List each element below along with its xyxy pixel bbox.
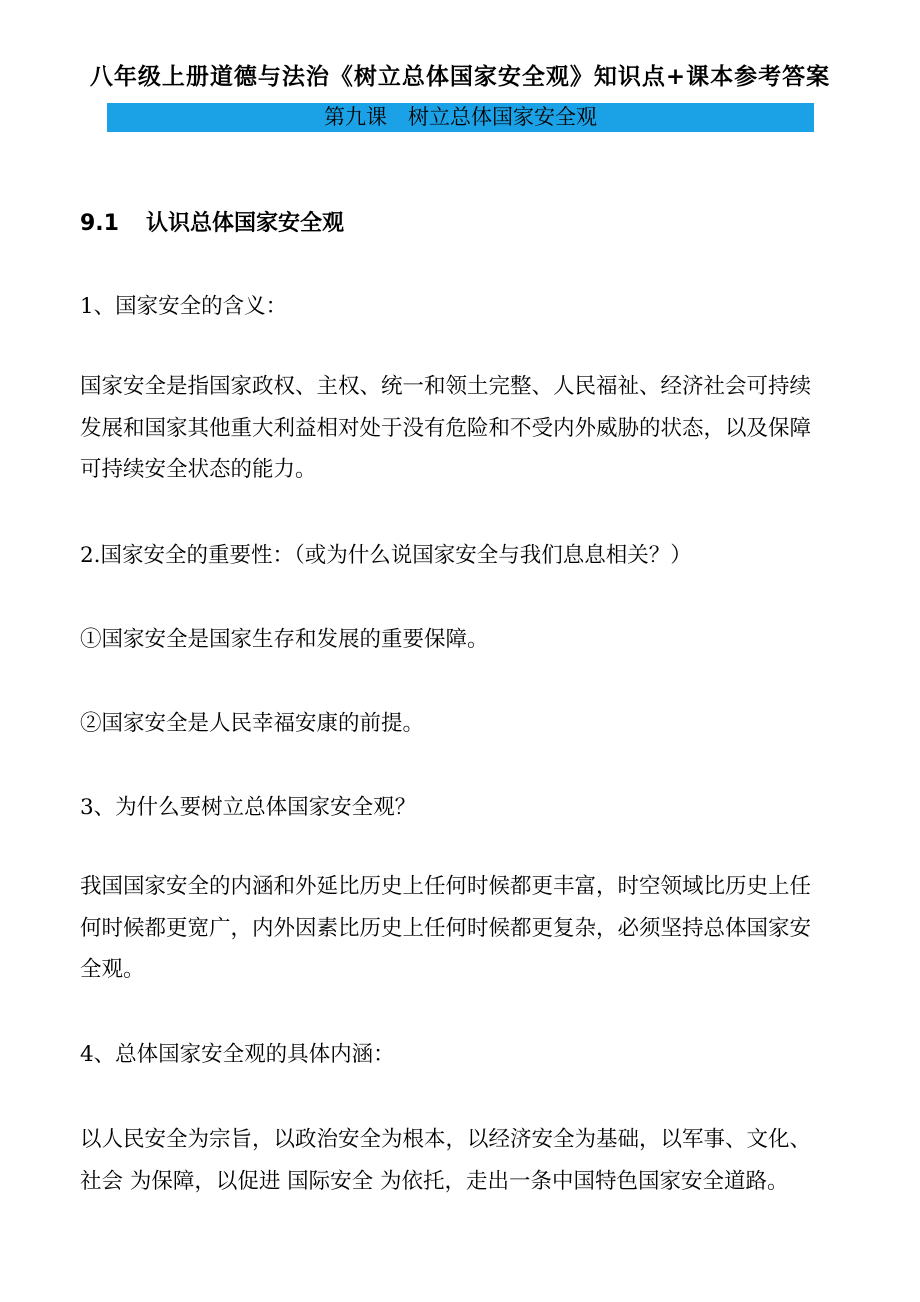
section-heading: [80, 206, 344, 237]
document-title: 八年级上册道德与法治《树立总体国家安全观》知识点+课本参考答案: [89, 64, 831, 90]
paragraph-line: 何时候都更宽广，内外因素比历史上任何时候都更复杂，必须坚持总体国家安: [80, 915, 812, 941]
item-3-heading: 3、为什么要树立总体国家安全观？: [80, 795, 417, 820]
item-2-heading: 2.国家安全的重要性：（或为什么说国家安全与我们息息相关？）: [80, 543, 692, 568]
paragraph-line: 国家安全是指国家政权、主权、统一和领土完整、人民福祉、经济社会可持续: [80, 374, 812, 399]
paragraph-line: 全观。: [80, 957, 145, 982]
item-1-body: [80, 366, 840, 491]
item-4-heading: 4、总体国家安全观的具体内涵：: [80, 1042, 395, 1067]
lesson-banner: 第九课 树立总体国家安全观: [107, 103, 814, 132]
paragraph-line: 我国国家安全的内涵和外延比历史上任何时候都更丰富，时空领域比历史上任: [80, 874, 812, 899]
item-2-point-1: ①国家安全是国家生存和发展的重要保障。: [80, 627, 489, 652]
paragraph-line: 可持续安全状态的能力。: [80, 457, 317, 482]
section-number: 9.1: [80, 211, 119, 236]
item-1-heading: 1、国家安全的含义：: [80, 294, 288, 319]
section-title: 认识总体国家安全观: [146, 211, 345, 236]
paragraph-line: 社会 为保障，以促进 国际安全 为依托，走出一条中国特色国家安全道路。: [80, 1168, 789, 1194]
paragraph-line: 以人民安全为宗旨，以政治安全为根本，以经济安全为基础，以军事、文化、: [80, 1127, 812, 1152]
item-4-body: [80, 1119, 840, 1202]
item-3-body: [80, 866, 840, 991]
item-2-point-2: ②国家安全是人民幸福安康的前提。: [80, 711, 425, 736]
paragraph-line: 发展和国家其他重大利益相对处于没有危险和不受内外威胁的状态，以及保障: [80, 415, 812, 441]
